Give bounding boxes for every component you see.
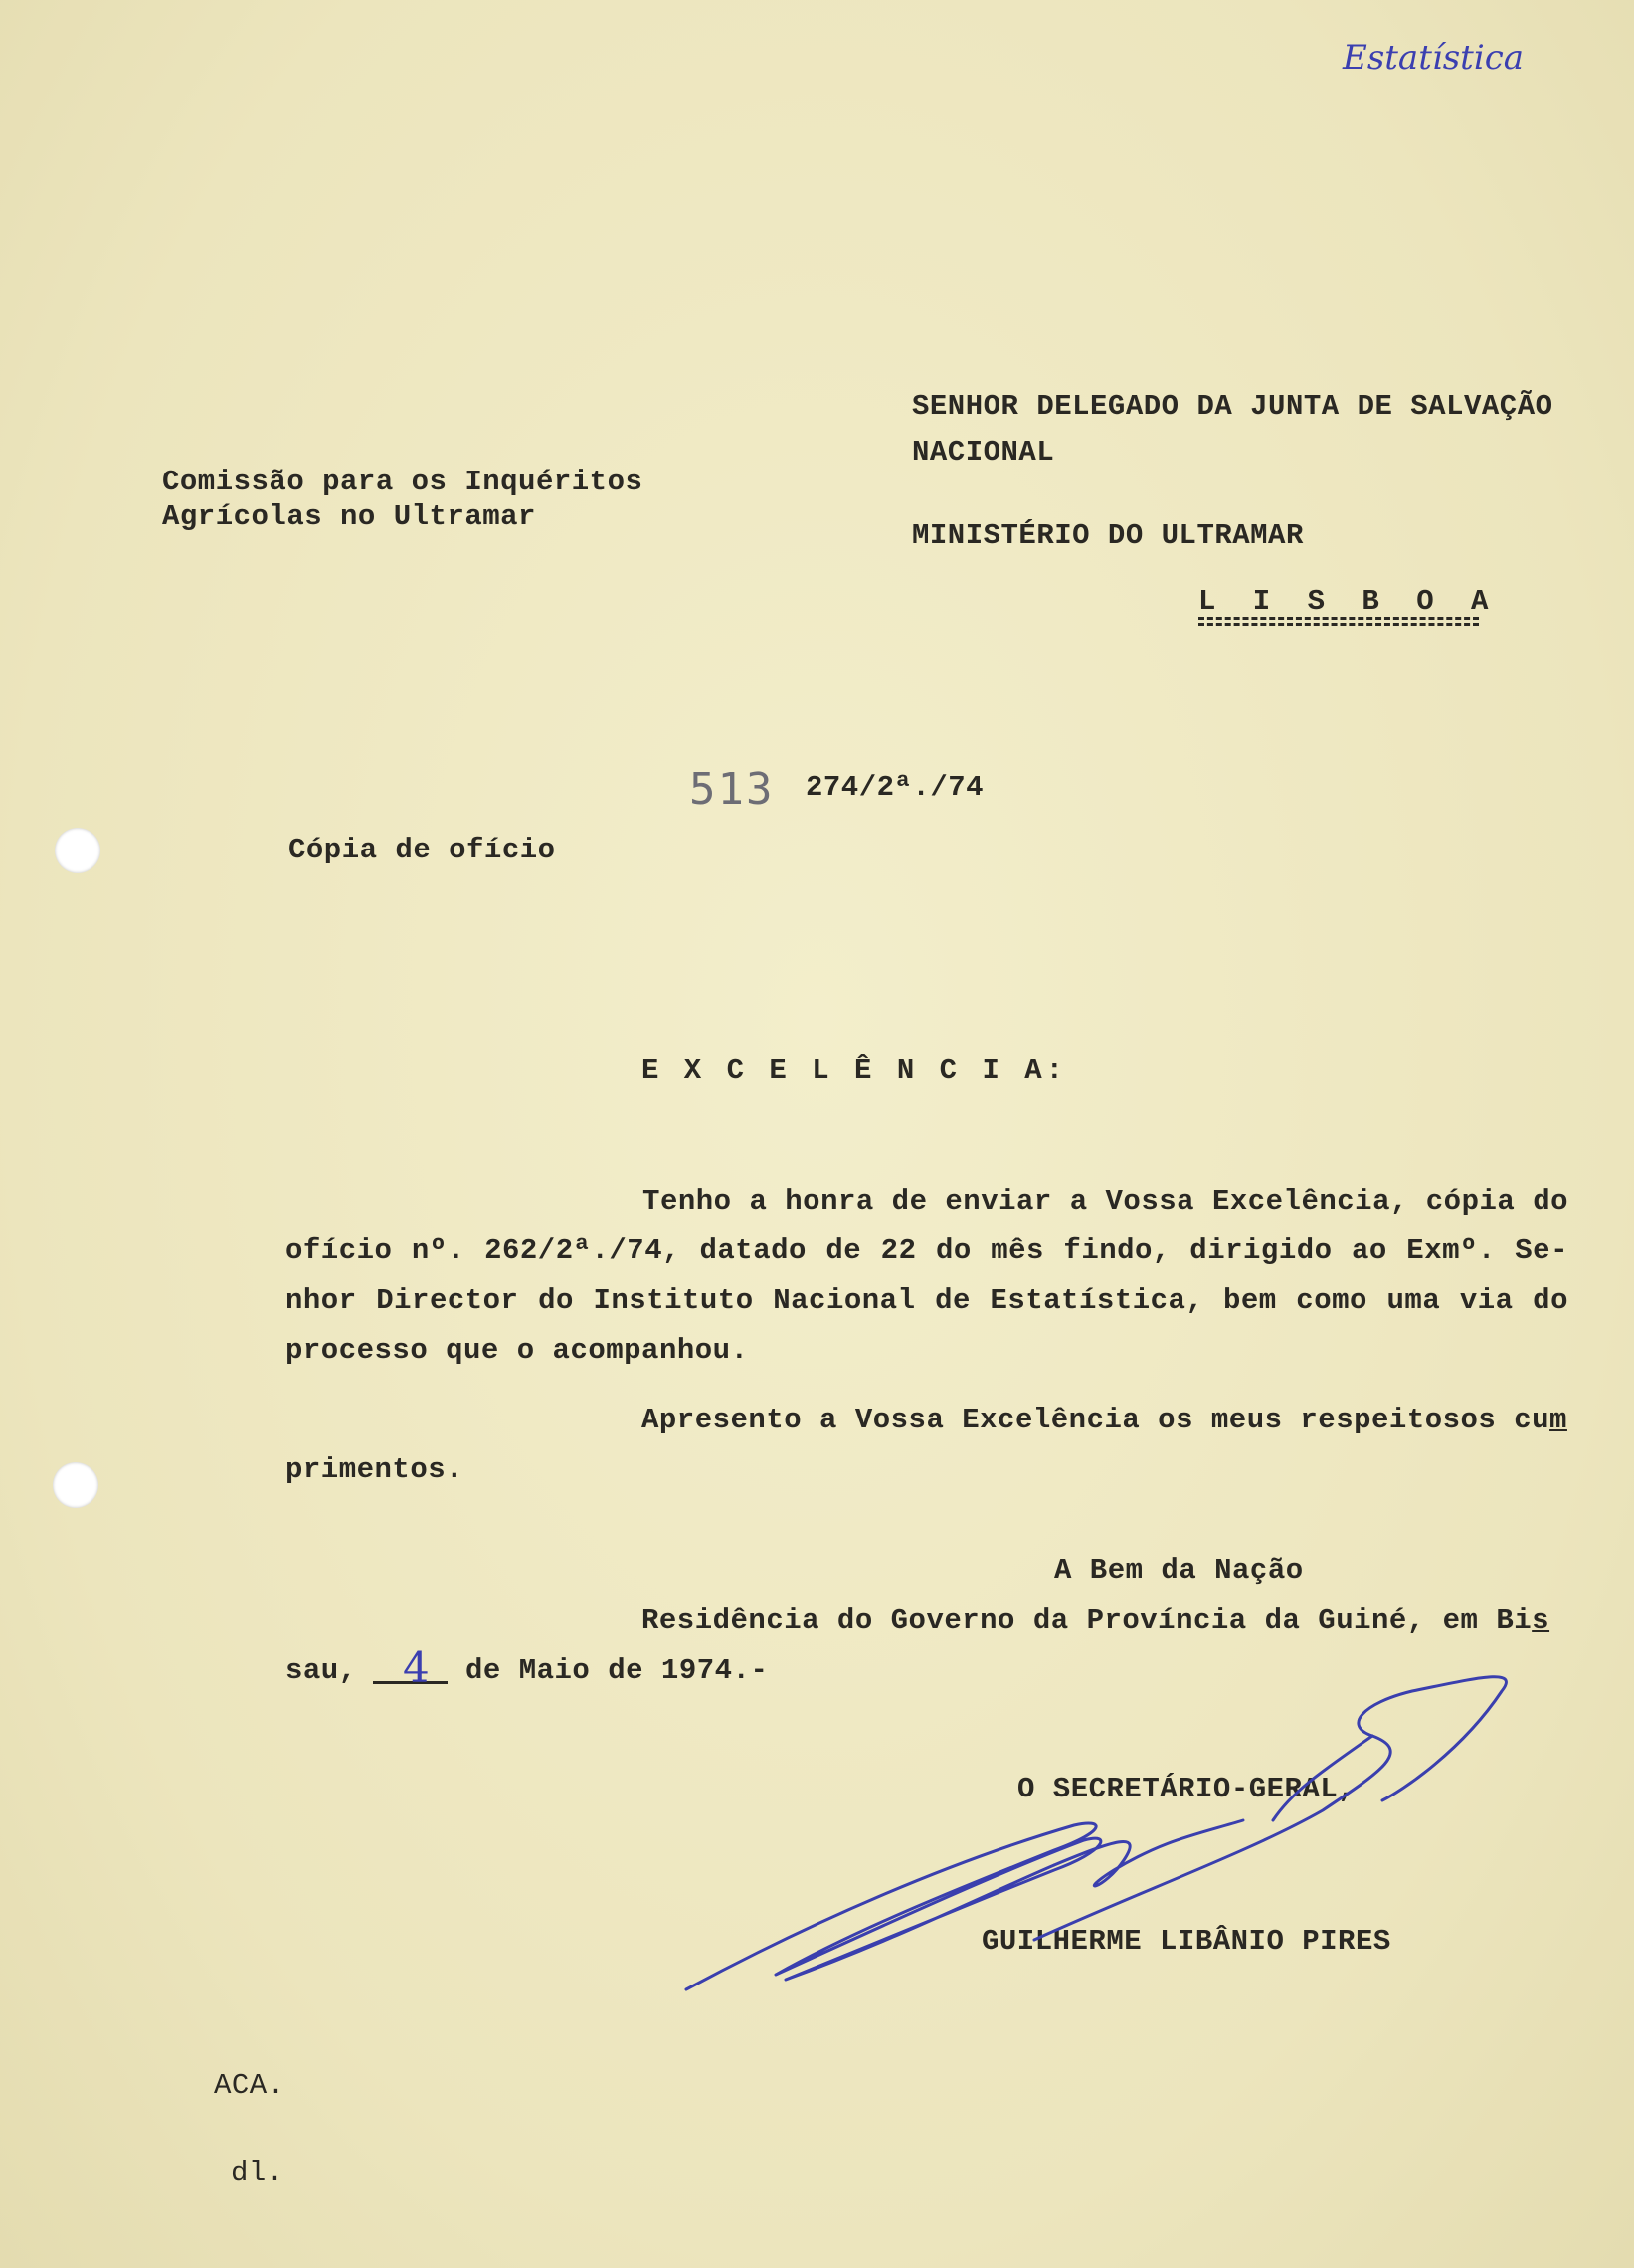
sender-line-2: Agrícolas no Ultramar [162, 500, 536, 533]
handwritten-annotation: Estatística [1343, 38, 1525, 78]
body-p1-line-1: Tenho a honra de enviar a Vossa Excelência, cópia do [642, 1185, 1568, 1218]
subject-line: Cópia de ofício [288, 834, 556, 866]
addressee-city: L I S B O A [1198, 585, 1499, 618]
footer-initials-1: ACA. [214, 2069, 285, 2102]
addressee-line-2: NACIONAL [912, 436, 1055, 469]
stamped-number: 513 [689, 764, 775, 815]
addressee-line-3: MINISTÉRIO DO ULTRAMAR [912, 519, 1304, 552]
body-p2-line-1-text: Apresento a Vossa Excelência os meus respeitosos cu [641, 1404, 1550, 1436]
signatory-title: O SECRETÁRIO-GERAL, [1017, 1773, 1357, 1805]
closing-date-prefix: sau, [285, 1654, 357, 1687]
body-p1-line-2: ofício nº. 262/2ª./74, datado de 22 do mês findo, dirigido ao Exmº. Se- [285, 1234, 1568, 1267]
salutation: E X C E L Ê N C I A: [641, 1054, 1068, 1087]
closing-date-suffix: de Maio de 1974.- [465, 1654, 769, 1687]
sender-line-1: Comissão para os Inquéritos [162, 466, 643, 498]
body-p1-line-4: processo que o acompanhou. [285, 1334, 749, 1367]
addressee-line-1: SENHOR DELEGADO DA JUNTA DE SALVAÇÃO [912, 390, 1553, 423]
body-p2-line-2: primentos. [285, 1453, 464, 1486]
body-p2-line-1-underlined: m [1549, 1404, 1567, 1436]
signatory-name: GUILHERME LIBÂNIO PIRES [982, 1925, 1391, 1958]
handwritten-date-day: 4 [403, 1643, 430, 1692]
footer-initials-2: dl. [231, 2157, 284, 2189]
body-p1-line-3: nhor Director do Instituto Nacional de Estatística, bem como uma via do [285, 1284, 1568, 1317]
closing-place-underlined: s [1532, 1605, 1550, 1637]
closing-motto: A Bem da Nação [1054, 1554, 1304, 1587]
reference-number: 274/2ª./74 [806, 771, 985, 804]
closing-place-text: Residência do Governo da Província da Guiné, em Bi [641, 1605, 1533, 1637]
